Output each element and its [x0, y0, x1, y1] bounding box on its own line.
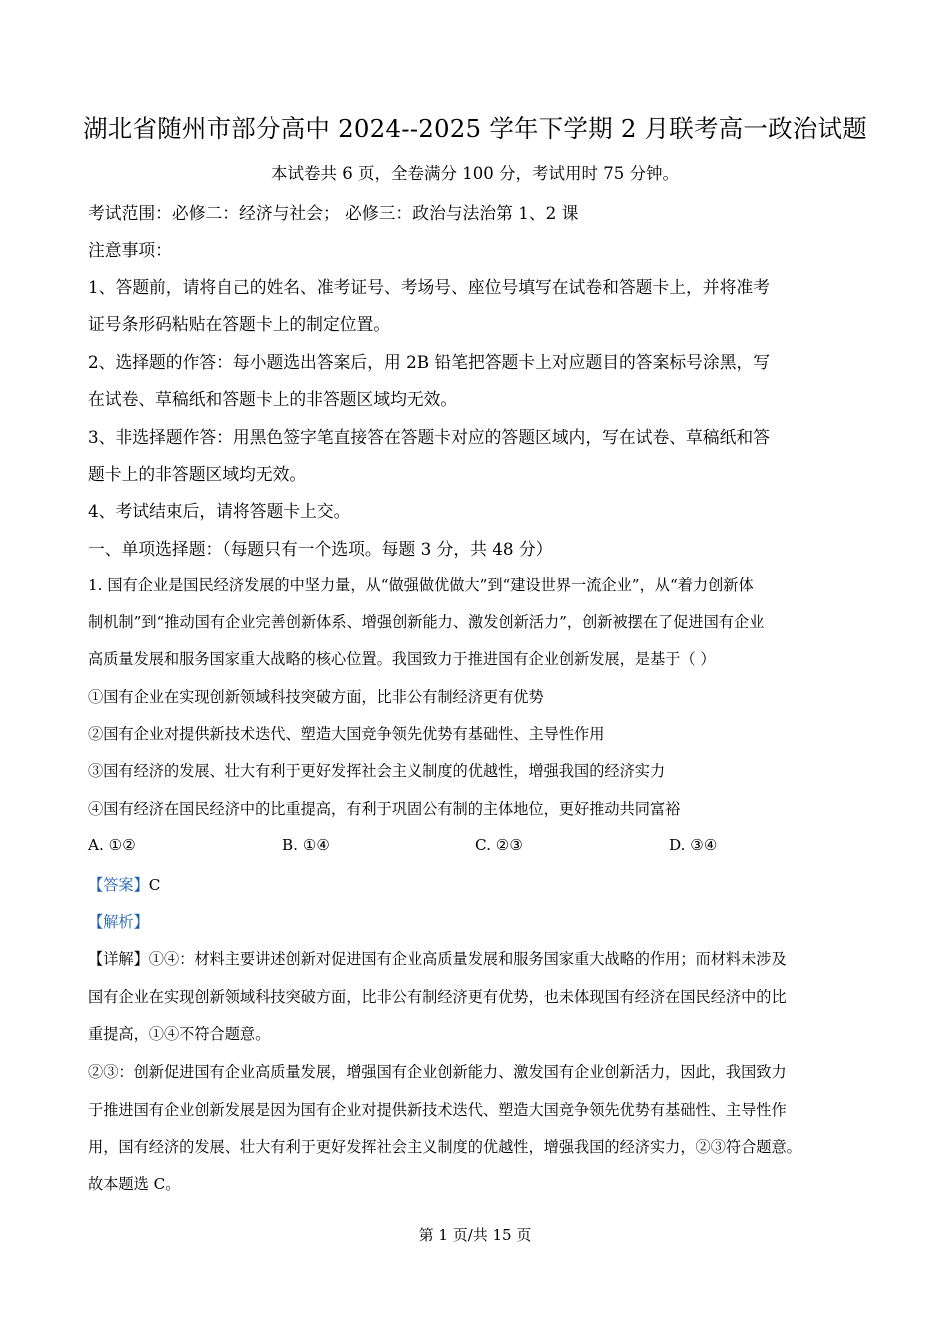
page-footer: 第 1 页/共 15 页: [418, 1226, 532, 1244]
question-stem-line: 高质量发展和服务国家重大战略的核心位置。我国致力于推进国有企业创新发展，是基于（ ）: [88, 650, 716, 668]
detail-line: 故本题选 C。: [88, 1175, 181, 1193]
option-c: C. ②③: [475, 836, 523, 854]
question-stem-line: 1. 国有企业是国民经济发展的中坚力量，从“做强做优做大”到“建设世界一流企业”，从“着力创新体: [88, 576, 754, 594]
notice-1-line-2: 证号条形码粘贴在答题卡上的制定位置。: [88, 314, 391, 334]
option-b: B. ①④: [282, 836, 331, 854]
notice-2-line-1: 2、选择题的作答：每小题选出答案后，用 2B 铅笔把答题卡上对应题目的答案标号涂黑，写: [88, 352, 771, 372]
answer-value: C: [148, 876, 161, 894]
statement-1: ①国有企业在实现创新领域科技突破方面，比非公有制经济更有优势: [88, 688, 544, 706]
detail-line: ②③：创新促进国有企业高质量发展，增强国有企业创新能力、激发国有企业创新活力，因此，我国致力: [88, 1063, 787, 1081]
detail-line: 重提高，①④不符合题意。: [88, 1025, 271, 1043]
exam-info: 本试卷共 6 页，全卷满分 100 分，考试用时 75 分钟。: [271, 164, 679, 183]
notice-2-line-2: 在试卷、草稿纸和答题卡上的非答题区域均无效。: [88, 389, 458, 409]
detail-text: ①④：材料主要讲述创新对促进国有企业高质量发展和服务国家重大战略的作用；而材料未涉及: [148, 950, 787, 968]
detail-tag: 【详解】: [88, 950, 149, 968]
analysis-tag: 【解析】: [88, 913, 149, 931]
notice-4: 4、考试结束后，请将答题卡上交。: [88, 501, 351, 521]
exam-scope: 考试范围：必修二：经济与社会； 必修三：政治与法治第 1、2 课: [88, 203, 579, 223]
notice-1-line-1: 1、答题前，请将自己的姓名、准考证号、考场号、座位号填写在试卷和答题卡上，并将准考: [88, 277, 770, 297]
notice-heading: 注意事项：: [88, 240, 172, 260]
statement-3: ③国有经济的发展、壮大有利于更好发挥社会主义制度的优越性，增强我国的经济实力: [88, 762, 666, 780]
statement-2: ②国有企业对提供新技术迭代、塑造大国竞争领先优势有基础性、主导性作用: [88, 725, 605, 743]
detail-line: [88, 948, 787, 969]
statement-4: ④国有经济在国民经济中的比重提高，有利于巩固公有制的主体地位，更好推动共同富裕: [88, 800, 681, 818]
page-title: 湖北省随州市部分高中 2024--2025 学年下学期 2 月联考高一政治试题: [83, 114, 867, 143]
answer-tag: 【答案】: [88, 876, 149, 894]
option-a: A. ①②: [88, 836, 136, 854]
question-stem-line: 制机制”到“推动国有企业完善创新体系、增强创新能力、激发创新活力”，创新被摆在了促进国有企业: [88, 613, 765, 631]
section-heading: 一、单项选择题：（每题只有一个选项。每题 3 分，共 48 分）: [88, 539, 553, 559]
option-d: D. ③④: [669, 836, 718, 854]
detail-line: 于推进国有企业创新发展是因为国有企业对提供新技术迭代、塑造大国竞争领先优势有基础性、主导性作: [88, 1101, 787, 1119]
detail-line: 国有企业在实现创新领域科技突破方面，比非公有制经济更有优势，也未体现国有经济在国民经济中的比: [88, 988, 787, 1006]
answer-line: [88, 874, 160, 895]
notice-3-line-2: 题卡上的非答题区域均无效。: [88, 464, 307, 484]
notice-3-line-1: 3、非选择题作答：用黑色签字笔直接答在答题卡对应的答题区域内，写在试卷、草稿纸和答: [88, 427, 770, 447]
detail-line: 用，国有经济的发展、壮大有利于更好发挥社会主义制度的优越性，增强我国的经济实力，②③符合题意。: [88, 1138, 802, 1156]
